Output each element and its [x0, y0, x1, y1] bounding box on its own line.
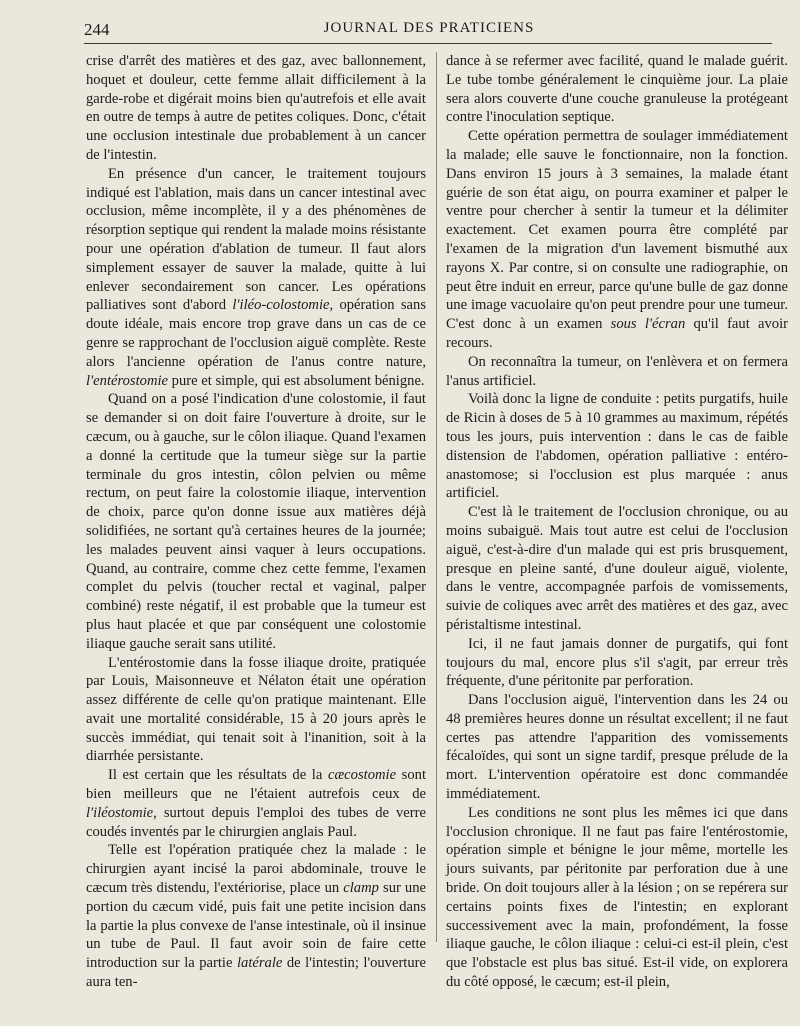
paragraph [446, 804, 788, 992]
text-run: , surtout depuis l'emploi des tubes de verre coudés inventés par le chirurgien anglais Paul. [86, 804, 426, 840]
paragraph [446, 635, 788, 691]
paragraph [446, 691, 788, 804]
text-run: sur une portion du cæcum vidé, puis fait une petite incision dans la partie la plus convexe de l'anse intestinale, où il insinue un tube de Paul. Il faut avoir soin de faire cette introduction sur la partie [86, 880, 426, 972]
paragraph [446, 127, 788, 353]
page-header [84, 16, 774, 42]
column-divider [436, 52, 437, 942]
italic-text: l'iléo-colostomie [232, 297, 330, 314]
text-run: Voilà donc la ligne de conduite : petits purgatifs, huile de Ricin à doses de 5 à 10 grammes au maximum, répétés tous les jours, puis intervention : dans le cas de faible distension de l'abdomen, opération palliative : entéro-anastomose; si l'occlusion est plus marquée : anus artificiel. [446, 391, 788, 502]
italic-text: clamp [343, 880, 379, 897]
page-number: 244 [84, 20, 110, 39]
paragraph [446, 353, 788, 391]
text-run: Cette opération permettra de soulager immédiatement la malade; elle sauve le fonctionnaire, non la fonction. Dans environ 15 jours à 3 semaines, la malade étant guérie de son état aigu, on pourra examiner et palper le ventre pour chercher à sentir la tumeur et la délimiter exactement. Cet examen pourra être complété par l'examen de la migration d'un lavement bismuthé aux rayons X. Par contre, si on consulte une radiographie, on peut être induit en erreur, parce qu'une bulle de gaz donne une image vacuolaire qu'on peut prendre pour une tumeur. C'est donc à un examen [446, 128, 788, 333]
text-run: En présence d'un cancer, le traitement toujours indiqué est l'ablation, mais dans un cancer intestinal avec occlusion, même incomplète, il y a des phénomènes de résorption septique qui rendent la malade moins résistante pour une opération d'ablation de tumeur. Il faut alors simplement essayer de sauver la malade, quitte à lui enlever secondairement son cancer. Les opérations palliatives sont d'abord [86, 165, 426, 314]
text-run: de l'intestin; l'ouverture aura ten- [86, 955, 426, 991]
text-run: Quand on a posé l'indication d'une colostomie, il faut se demander si on doit faire l'ouverture à droite, sur le cæcum, ou à gauche, sur le côlon iliaque. Quand l'examen a donné la certitude que la tumeur siège sur la partie terminale du gros intestin, côlon pelvien ou même rectum, on peut faire la colostomie iliaque, intervention de choix, parce qu'on donne issue aux matières déjà solidifiées, ne sortant qu'à certaines heures de la journée; les malades peuvent ainsi vaquer à leurs occupations. Quand, au contraire, comme chez cette femme, l'examen complet du pelvis (toucher rectal et vaginal, palper combiné) reste négatif, il est probable que la tumeur est plus haut placée et que par conséquent une colostomie iliaque gauche serait sans utilité. [86, 391, 426, 652]
running-title: JOURNAL DES PRATICIENS [323, 20, 535, 36]
text-run: L'entérostomie dans la fosse iliaque droite, pratiquée par Louis, Maisonneuve et Nélaton était une opération assez différente de celle qu'on pratique maintenant. Elle avait une mortalité considérable, 15 à 20 jours après le succès immédiat, qui tenait soit à l'inanition, soit à la diarrhée persistante. [86, 654, 426, 765]
text-run: Les conditions ne sont plus les mêmes ici que dans l'occlusion chronique. Il ne faut pas faire l'entérostomie, opération simple et bénigne le jour même, mortelle les jours suivants, par péritonite par perforation due à une bride. On doit toujours aller à la lésion ; on se repérera sur certains points fixes de l'intestin; en explorant successivement avec la main, profondément, la fosse iliaque gauche, le côlon iliaque : celui-ci est-il plein, c'est que l'obstacle est plus bas situé. Est-il vide, on explorera du côté opposé, le cæcum; est-il plein, [446, 804, 788, 991]
paragraph [86, 390, 426, 653]
paragraph [446, 52, 788, 127]
text-run: pure et simple, qui est absolument bénigne. [168, 372, 425, 389]
text-run: qu'il faut avoir recours. [446, 316, 788, 351]
left-column [86, 52, 426, 992]
paragraph [86, 766, 426, 841]
text-run: Ici, il ne faut jamais donner de purgatifs, qui font toujours du mal, encore plus s'il s'agit, par erreur très fréquente, d'une péritonite par perforation. [446, 635, 788, 690]
italic-text: l'iléostomie [86, 804, 154, 821]
paragraph [86, 654, 426, 767]
italic-text: latérale [236, 955, 283, 972]
text-run: crise d'arrêt des matières et des gaz, avec ballonnement, hoquet et douleur, cette femme allait difficilement à la garde-robe et digérait moins bien qu'autrefois et elle avait en outre de temps à autre de petites coliques. Donc, c'était une occlusion intestinale due probablement à un cancer de l'intestin. [86, 53, 426, 163]
text-run: Telle est l'opération pratiquée chez la malade : le chirurgien ayant incisé la paroi abdominale, trouve le cæcum très distendu, l'extériorise, place un [86, 842, 426, 897]
text-run: Il est certain que les résultats de la [108, 767, 328, 784]
paragraph [86, 165, 426, 391]
paragraph [86, 841, 426, 991]
paragraph [446, 390, 788, 503]
text-run: sont bien meilleurs que ne l'étaient autrefois ceux de [86, 767, 427, 803]
text-run: Dans l'occlusion aiguë, l'intervention dans les 24 ou 48 premières heures donne un résultat excellent; il ne faut certes pas attendre l'apparition des vomissements fécaloïdes, qui sont un signe tardif, presque prélude de la mort. L'intervention opératoire est donc commandée immédiatement. [446, 692, 788, 803]
text-run: , opération sans doute idéale, mais encore trop grave dans un cas de ce genre se rapprochant de l'occlusion aiguë complète. Reste alors l'ancienne opération de l'anus contre nature, [86, 297, 426, 370]
italic-text: cæcostomie [327, 767, 397, 784]
text-run: dance à se refermer avec facilité, quand le malade guérit. Le tube tombe généralement le cinquième jour. La plaie sera alors couverte d'une couche granuleuse la protégeant contre l'inoculation septique. [446, 53, 788, 126]
paragraph [86, 52, 426, 165]
text-run: C'est là le traitement de l'occlusion chronique, ou au moins subaiguë. Mais tout autre est celui de l'occlusion aiguë, c'est-à-dire d'un malade qui est pris brusquement, presque en pleine santé, d'une douleur aiguë, violente, dans le ventre, accompagnée parfois de vomissements, suivie de coliques avec arrêt des matières et des gaz, avec péristaltisme intestinal. [446, 504, 788, 633]
italic-text: l'entérostomie [86, 372, 169, 389]
text-run: On reconnaîtra la tumeur, on l'enlèvera et on fermera l'anus artificiel. [446, 353, 788, 389]
italic-text: sous l'écran [610, 316, 686, 333]
paragraph [446, 503, 788, 635]
right-column [446, 52, 788, 992]
header-rule [84, 43, 772, 44]
